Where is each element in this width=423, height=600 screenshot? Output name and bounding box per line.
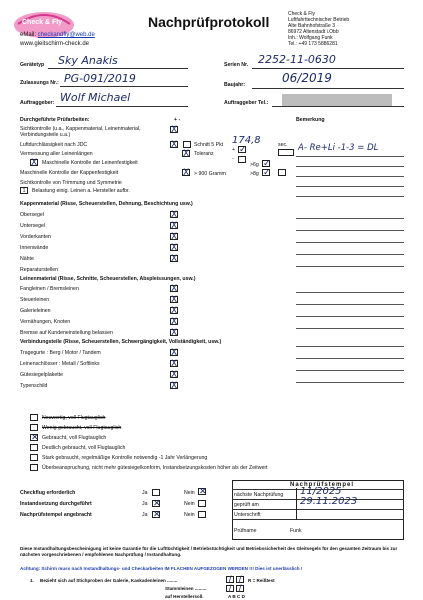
- email-line: [20, 32, 95, 38]
- leinenmaterial-title: Leinenmaterial (Risse, Schnitte, Scheuerstellen, Abspleissungen, usw.): [20, 276, 196, 282]
- checkflug-label: Checkflug erforderlich: [20, 490, 76, 496]
- auftraggeber-value[interactable]: Wolf Michael: [60, 91, 131, 104]
- pruefname-label: Prüfname: [234, 528, 257, 534]
- company-block: [288, 11, 349, 47]
- stempel-nein: Nein: [184, 512, 195, 518]
- kappe-item-4: Innenwände: [20, 245, 49, 251]
- verb-box-3[interactable]: X: [171, 370, 178, 380]
- naechste-value[interactable]: 11/2025: [300, 486, 342, 497]
- geraetetyp-value[interactable]: Sky Anakis: [58, 54, 118, 67]
- status-item-2: Wenig gebraucht, voll Flugtauglich: [42, 425, 122, 431]
- schnitt-value[interactable]: 174,8: [232, 135, 261, 146]
- note-box-b[interactable]: /: [236, 576, 244, 583]
- page-title: Nachprüfprotokoll: [148, 14, 270, 30]
- stempel-title: Nachprüfstempel: [290, 482, 355, 488]
- instandsetzung-nein: Nein: [184, 501, 195, 507]
- disclaimer: Diese Instandhaltungsbescheinigung ist keine Garantie für die Lufttüchtigkeit / Betriebstüchtigkeit und Betriebssicherheit des Gleitsegels für den gesamten Zeitraum bis zur nächsten vorgeschriebenen / empfohlenen Nachprüfung / Instandhaltung.: [20, 546, 398, 557]
- kappe-box-4[interactable]: X: [171, 243, 178, 253]
- status-box-3[interactable]: ✕: [31, 433, 39, 443]
- baujahr-value[interactable]: 06/2019: [282, 71, 332, 85]
- checkflug-ja: Ja: [142, 490, 148, 496]
- checkflug-nein: Nein: [184, 490, 195, 496]
- leine-item-1: Fangleinen / Bremsleinen: [20, 286, 79, 292]
- sec-label: sec.: [278, 142, 288, 148]
- leine-box-4[interactable]: X: [171, 317, 178, 327]
- checks-title: Durchgeführte Prüfarbeiten:: [20, 117, 90, 123]
- kappe-item-6: Reparaturstellen: [20, 267, 59, 273]
- company-line-5: Inh.: Wolfgang Funk: [288, 35, 333, 41]
- email-prefix: eMail:: [20, 32, 38, 38]
- zulassungs-value[interactable]: PG-091/2019: [64, 72, 136, 85]
- check-box-5[interactable]: X: [183, 168, 190, 178]
- gt6g-box[interactable]: ✓: [263, 159, 271, 169]
- serien-value[interactable]: 2252-11-0630: [258, 53, 336, 66]
- gramm-label: > 900 Gramm: [194, 171, 226, 177]
- status-box-4[interactable]: [30, 444, 38, 451]
- stempel-divider: [296, 488, 297, 520]
- company-line-2: Luftfahrttechnischer Betrieb: [288, 17, 350, 23]
- geprueft-value[interactable]: 29.11.2023: [300, 496, 358, 507]
- check-box-4[interactable]: X: [31, 158, 38, 168]
- toleranz-label: Toleranz: [194, 151, 214, 157]
- auftraggeber-label: Auftraggeber:: [20, 100, 55, 106]
- company-line-6: Tel.: +49 173 5886281: [288, 41, 338, 47]
- baujahr-label: Baujahr:: [224, 82, 246, 88]
- stamm-box-a[interactable]: /: [226, 585, 234, 592]
- check-box-2-b[interactable]: [183, 141, 191, 148]
- kappe-box-2[interactable]: X: [171, 221, 178, 231]
- checkflug-ja-box[interactable]: [152, 489, 160, 496]
- leine-box-5[interactable]: X: [171, 328, 178, 338]
- stempel-nein-box[interactable]: [198, 511, 206, 518]
- tol-minus: -: [232, 156, 234, 162]
- bemerkung-value[interactable]: A- Re+Li -1-3 = DL: [298, 143, 379, 153]
- check-box-2[interactable]: X: [171, 140, 178, 150]
- redacted-phone: [282, 94, 392, 106]
- warning: Achtung: Schirm muss nach Instandhaltungs- und Checkarbeiten IM FLACHEN AUFGEZOGEN WERDEN !!! Dies ist unerlässlich !: [20, 566, 303, 571]
- verb-box-2[interactable]: X: [171, 359, 178, 369]
- check-box-7[interactable]: 1: [20, 187, 28, 194]
- naechste-label: nächste Nachprüfung: [234, 492, 284, 498]
- status-item-5: Stark gebraucht, regelmäßige Kontrolle notwendig -1 Jahr Verlängerung: [42, 455, 208, 461]
- logo-text: Check & Fly: [22, 19, 63, 26]
- status-box-6[interactable]: [30, 464, 38, 471]
- tol-plus-box[interactable]: ✓: [239, 145, 247, 155]
- status-item-1: Neuwertig, voll Flugtauglich: [42, 415, 106, 421]
- check-label-1: Sichtkontrolle (u.a., Kappenmaterial, Leinenmaterial, Verbindungsteile u.a.): [20, 126, 141, 138]
- r-label: R = Reißtest: [248, 578, 275, 583]
- kappe-item-5: Nähte: [20, 256, 34, 262]
- instandsetzung-label: Instandsetzung durchgeführt: [20, 501, 92, 507]
- checkflug-nein-box[interactable]: ✕: [199, 487, 207, 497]
- abcd-letters: A B C D: [228, 594, 245, 599]
- kappenmaterial-title: Kappenmaterial (Risse, Scheuerstellen, Dehnung, Beschichtung usw.): [20, 201, 193, 207]
- email-link[interactable]: checkandfly@web.de: [37, 32, 95, 38]
- leine-item-2: Steuerleinen: [20, 297, 50, 303]
- tol-plus: +: [232, 147, 236, 153]
- serien-label: Serien Nr.: [224, 62, 249, 68]
- pruefname-value: Funk: [290, 528, 302, 534]
- status-item-3: Gebraucht, voll Flugtauglich: [42, 435, 107, 441]
- geraetetyp-label: Gerätetyp: [20, 62, 45, 68]
- geprueft-label: geprüft am: [234, 502, 259, 508]
- status-box-2[interactable]: [30, 424, 38, 431]
- leine-item-3: Galerieleinen: [20, 308, 51, 314]
- verb-box-4[interactable]: X: [171, 381, 178, 391]
- leine-item-4: Vernähungen, Knoten: [20, 319, 71, 325]
- verbindungsteile-title: Verbindungsteile (Risse, Scheuerstellen, Schwergängigkeit, Vollständigkeit, usw.): [20, 339, 222, 345]
- verb-item-3: Gütesiegelplakette: [20, 372, 63, 378]
- gt8g-box-2[interactable]: [278, 169, 286, 176]
- check-box-1[interactable]: X: [171, 125, 178, 135]
- kappe-box-3[interactable]: X: [171, 232, 178, 242]
- check-label-3: Vermessung aller Leinenlängen: [20, 151, 93, 157]
- bemerkung-header: Bemerkung: [296, 117, 325, 123]
- kappe-box-1[interactable]: X: [171, 210, 178, 220]
- company-line-3: Alte Bahnhofstraße 3: [288, 23, 335, 29]
- bemerkung-small-box[interactable]: [278, 149, 294, 156]
- website[interactable]: www.gleitschirm-check.de: [20, 41, 90, 47]
- unterschrift-label: Unterschrift: [234, 512, 261, 518]
- status-item-6: Überbeanspruchung, nicht mehr gütesiegelkonform, Instandsetzungskosten höher als der Zeitwert: [42, 465, 268, 471]
- stempel-ja-box[interactable]: ✕: [153, 510, 161, 520]
- kappe-item-3: Vorderkanten: [20, 234, 51, 240]
- leine-box-1[interactable]: X: [171, 284, 178, 294]
- gt8g-box[interactable]: ✓: [263, 168, 271, 178]
- instandsetzung-ja-box[interactable]: ✕: [153, 499, 161, 509]
- gt8g-label: >8g: [250, 171, 259, 177]
- note-box-a[interactable]: /: [226, 576, 234, 583]
- check-label-4: Maschinelle Kontrolle der Leinenfestigkeit: [42, 160, 138, 166]
- status-box-1[interactable]: [30, 414, 38, 421]
- company-line-4: 86972 Altenstadt i.Obb: [288, 29, 339, 35]
- verb-box-1[interactable]: X: [171, 348, 178, 358]
- verb-item-1: Tragegurte : Berg / Motor / Tandem: [20, 350, 101, 356]
- kappe-box-5[interactable]: X: [171, 254, 178, 264]
- verb-item-4: Typenschild: [20, 383, 48, 389]
- check-label-5: Maschinelle Kontrolle der Kappenfestigkeit: [20, 170, 119, 176]
- note-text: Bezieht sich auf Stichproben der Galerie, Kaskadenleinen ........: [40, 578, 178, 583]
- verb-item-2: Leinenschlösser : Metall / Softlinks: [20, 361, 100, 367]
- stempel-angebracht-label: Nachprüfstempel angebracht: [20, 512, 92, 518]
- instandsetzung-ja: Ja: [142, 501, 148, 507]
- plus-minus-header: + -: [174, 117, 181, 123]
- zulassungs-label: Zulassungs Nr.:: [20, 80, 59, 86]
- check-label-7: Belastung einig. Leinen a. Hersteller aufbr.: [32, 188, 130, 194]
- hersteller: auf Herstellersoll.: [165, 594, 204, 599]
- status-box-5[interactable]: [30, 454, 38, 461]
- gt6g-label: >6g: [250, 162, 259, 168]
- auftraggeber-tel-label: Auftraggeber Tel.:: [224, 100, 269, 106]
- tol-minus-box[interactable]: [238, 156, 246, 163]
- status-item-4: Deutlich gebraucht, voll Flugtauglich: [42, 445, 126, 451]
- stammleinen: Stammleinen .........: [165, 586, 207, 591]
- check-box-3[interactable]: X: [183, 149, 190, 159]
- stamm-box-b[interactable]: /: [236, 585, 244, 592]
- leine-box-3[interactable]: X: [171, 306, 178, 316]
- schnitt-label: Schnitt 5 Pkt: [194, 142, 224, 148]
- stempel-ja: Ja: [142, 512, 148, 518]
- leine-box-2[interactable]: X: [171, 295, 178, 305]
- company-line-1: Check & Fly: [288, 11, 315, 17]
- kappe-item-2: Untersegel: [20, 223, 46, 229]
- check-label-2: Luftdurchlässigkeit nach JDC: [20, 142, 88, 148]
- note-number: 1.: [30, 578, 34, 583]
- instandsetzung-nein-box[interactable]: [198, 500, 206, 507]
- kappe-item-1: Obersegel: [20, 212, 44, 218]
- leine-item-5: Bremse auf Kundeneinstellung belassen: [20, 330, 113, 336]
- check-label-6: Sichtkontrolle von Trimmung und Symmetrie: [20, 180, 122, 186]
